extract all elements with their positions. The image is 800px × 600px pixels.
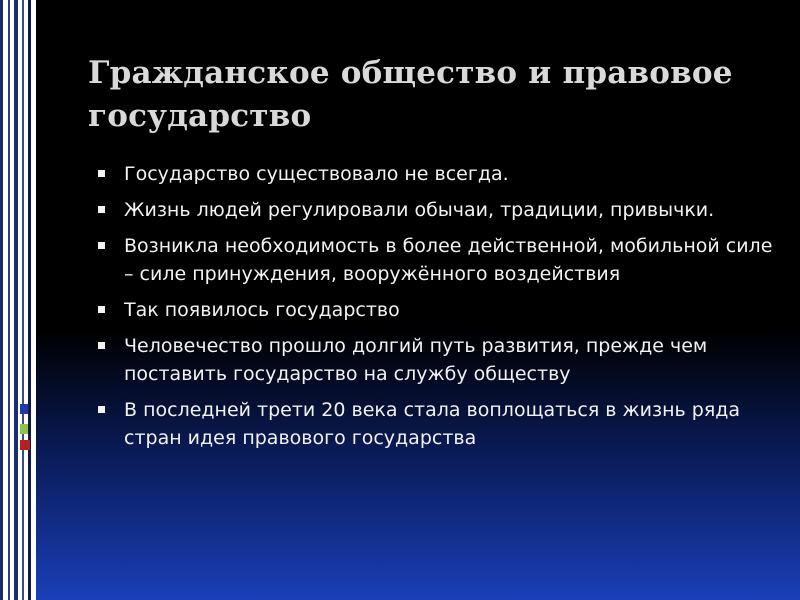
decorative-stripe [14, 0, 18, 600]
bullet-square-icon [98, 206, 105, 213]
bullet-item [96, 160, 776, 188]
decorative-stripe [8, 0, 10, 600]
bullet-item [96, 296, 776, 324]
bullet-text: Человечество прошло долгий путь развития, прежде чем поставить государство на службу обществу [124, 335, 708, 385]
bullet-square-icon [98, 242, 105, 249]
decorative-stripe [28, 0, 31, 600]
decorative-stripe [0, 0, 3, 600]
bullet-text: Возникла необходимость в более действенной, мобильной силе – силе принуждения, вооружённого воздействия [124, 235, 773, 285]
decorative-blue-square [20, 404, 28, 414]
decorative-red-square [20, 440, 30, 450]
bullet-text: Так появилось государство [124, 299, 400, 321]
slide-title: Гражданское общество и правовое государство [88, 55, 733, 134]
decorative-left-strip [0, 0, 36, 600]
bullet-text: Государство существовало не всегда. [124, 163, 509, 185]
bullet-square-icon [98, 342, 105, 349]
bullet-item [96, 196, 776, 224]
bullet-list [96, 160, 776, 460]
bullet-text: Жизнь людей регулировали обычаи, традиции, привычки. [124, 199, 715, 221]
decorative-stripe [22, 0, 24, 600]
bullet-item [96, 332, 776, 388]
bullet-square-icon [98, 306, 105, 313]
bullet-square-icon [98, 170, 105, 177]
decorative-green-square [20, 424, 28, 434]
bullet-text: В последней трети 20 века стала воплощаться в жизнь ряда стран идея правового государства [124, 399, 741, 449]
bullet-item [96, 232, 776, 288]
bullet-item [96, 396, 776, 452]
bullet-square-icon [98, 406, 105, 413]
